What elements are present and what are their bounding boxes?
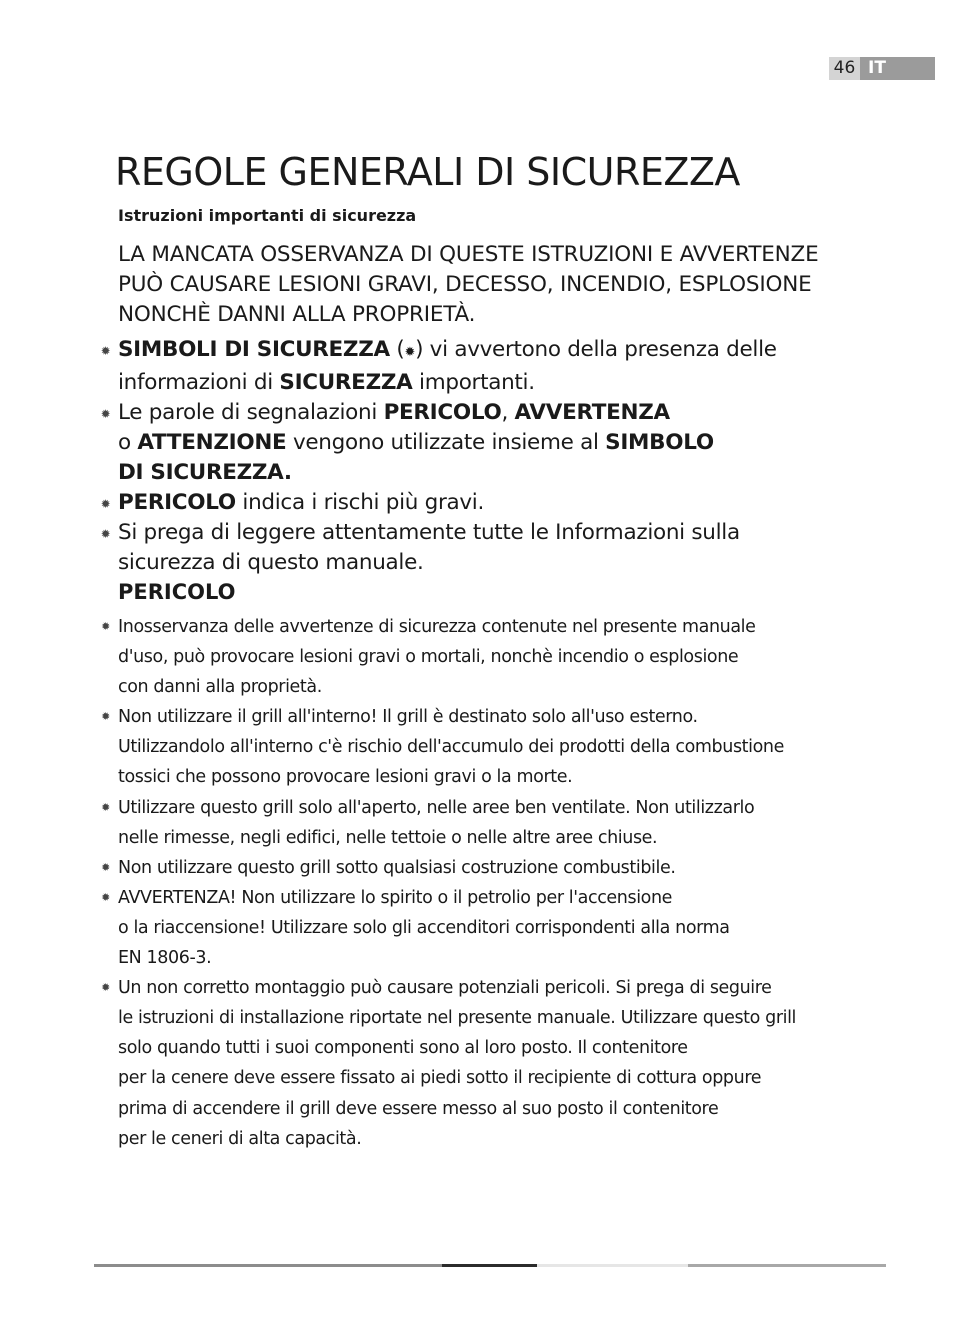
- safety-symbol-icon: ✹: [404, 345, 416, 360]
- bold-term: AVVERTENZA: [514, 400, 670, 425]
- footer-rule-gray: [94, 1264, 442, 1267]
- text-line: nelle rimesse, negli edifici, nelle tettoie o nelle altre aree chiuse.: [118, 827, 658, 848]
- text-span: informazioni di: [118, 370, 280, 395]
- text-span: ,: [501, 400, 515, 425]
- bold-term: SIMBOLO: [605, 430, 714, 455]
- page-number: 46: [829, 57, 860, 80]
- caps-warning-line: PUÒ CAUSARE LESIONI GRAVI, DECESSO, INCENDIO, ESPLOSIONE: [118, 272, 812, 297]
- text-line: Un non corretto montaggio può causare potenziali pericoli. Si prega di seguire: [118, 978, 772, 999]
- page-badge: [829, 57, 935, 80]
- list-item: [98, 973, 898, 1154]
- safety-symbol-icon: ✹: [101, 981, 110, 995]
- text-line: sicurezza di questo manuale.: [118, 550, 424, 575]
- safety-symbol-icon: ✹: [100, 527, 111, 541]
- text-line: Si prega di leggere attentamente tutte le Informazioni sulla: [118, 520, 740, 545]
- footer-rule-light: [537, 1264, 688, 1267]
- text-line: d'uso, può provocare lesioni gravi o mortali, nonchè incendio o esplosione: [118, 647, 739, 668]
- text-span: indica i rischi più gravi.: [235, 490, 485, 515]
- danger-list: [98, 612, 898, 1154]
- caps-warning-line: NONCHÈ DANNI ALLA PROPRIETÀ.: [118, 302, 476, 327]
- text-line: solo quando tutti i suoi componenti sono al loro posto. Il contenitore: [118, 1038, 688, 1059]
- text-line: Utilizzandolo all'interno c'è rischio dell'accumulo dei prodotti della combustione: [118, 737, 784, 758]
- caps-warning: [118, 240, 878, 330]
- safety-symbol-icon: ✹: [101, 890, 110, 904]
- footer-rule-mid: [688, 1264, 886, 1267]
- list-item: [98, 612, 898, 702]
- text-span: importanti.: [412, 370, 535, 395]
- list-item: [98, 398, 898, 488]
- text-line: prima di accendere il grill deve essere messo al suo posto il contenitore: [118, 1098, 719, 1119]
- safety-symbol-icon: ✹: [101, 620, 110, 633]
- text-line: per la cenere deve essere fissato ai piedi sotto il recipiente di cottura oppure: [118, 1068, 762, 1089]
- page-title: REGOLE GENERALI DI SICUREZZA: [115, 150, 740, 194]
- safety-symbol-icon: ✹: [101, 710, 110, 724]
- safety-symbol-list: [98, 335, 898, 578]
- text-line: AVVERTENZA! Non utilizzare lo spirito o il petrolio per l'accensione: [118, 887, 673, 908]
- language-tag: IT: [860, 57, 935, 80]
- list-item: [98, 335, 898, 398]
- bold-term: PERICOLO: [383, 400, 502, 425]
- list-item: [98, 853, 898, 883]
- list-item: [98, 488, 898, 518]
- bold-term: PERICOLO: [118, 490, 236, 515]
- text-line: le istruzioni di installazione riportate nel presente manuale. Utilizzare questo grill: [118, 1008, 797, 1029]
- safety-symbol-icon: ✹: [101, 800, 110, 814]
- text-span: ) vi avvertono della presenza delle: [415, 337, 777, 362]
- caps-warning-line: LA MANCATA OSSERVANZA DI QUESTE ISTRUZIONI E AVVERTENZE: [118, 242, 819, 267]
- danger-heading: PERICOLO: [118, 580, 236, 604]
- text-line: con danni alla proprietà.: [118, 677, 322, 698]
- list-item: [98, 793, 898, 853]
- section-subtitle: Istruzioni importanti di sicurezza: [118, 206, 417, 225]
- safety-symbol-icon: ✹: [101, 860, 110, 874]
- text-line: tossici che possono provocare lesioni gravi o la morte.: [118, 767, 573, 788]
- safety-symbol-icon: ✹: [100, 497, 111, 511]
- text-line: per le ceneri di alta capacità.: [118, 1128, 362, 1149]
- text-line: o la riaccensione! Utilizzare solo gli accenditori corrispondenti alla norma: [118, 917, 730, 938]
- safety-symbol-icon: ✹: [100, 344, 111, 358]
- footer-rule-dark: [442, 1264, 537, 1267]
- bold-term: ATTENZIONE: [137, 430, 287, 455]
- list-item: [98, 883, 898, 973]
- text-span: (: [389, 337, 405, 362]
- text-line: Non utilizzare questo grill sotto qualsiasi costruzione combustibile.: [118, 857, 676, 878]
- safety-symbol-icon: ✹: [100, 407, 111, 421]
- bold-term: DI SICUREZZA.: [118, 460, 292, 485]
- text-line: Inosservanza delle avvertenze di sicurezza contenute nel presente manuale: [118, 617, 756, 637]
- text-span: vengono utilizzate insieme al: [286, 430, 606, 455]
- text-span: Le parole di segnalazioni: [118, 400, 384, 425]
- list-item: [98, 702, 898, 792]
- text-line: Utilizzare questo grill solo all'aperto, nelle aree ben ventilate. Non utilizzarlo: [118, 797, 755, 818]
- list-item: [98, 518, 898, 578]
- text-line: Non utilizzare il grill all'interno! Il grill è destinato solo all'uso esterno.: [118, 707, 698, 728]
- bold-term: SIMBOLI DI SICUREZZA: [118, 337, 390, 362]
- text-span: o: [118, 430, 138, 455]
- text-line: EN 1806-3.: [118, 948, 212, 969]
- bold-term: SICUREZZA: [279, 370, 413, 395]
